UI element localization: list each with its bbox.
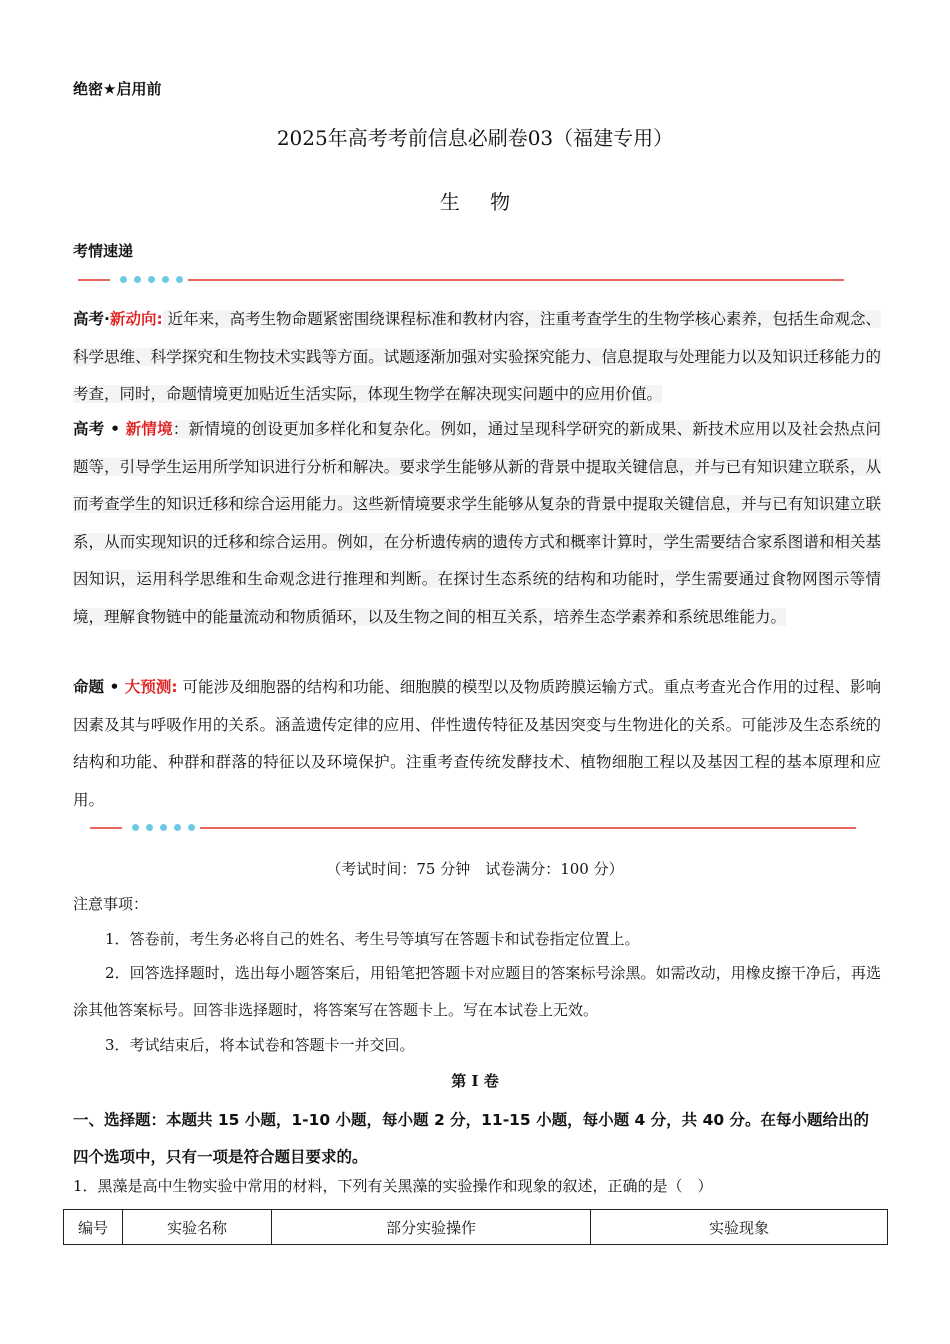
section-one-heading: 一、选择题：本题共 15 小题，1-10 小题，每小题 2 分，11-15 小题，每小题 4 分，共 40 分。在每小题给出的四个选项中，只有一项是符合题目要求的。 xyxy=(73,1111,870,1166)
divider-line xyxy=(188,279,844,281)
exam-time-info: （考试时间：75 分钟 试卷满分：100 分） xyxy=(326,860,624,878)
subject-title: 生 物 xyxy=(439,190,523,214)
divider-dot xyxy=(176,276,183,283)
table-header-row xyxy=(64,1210,888,1245)
paper-title: 2025年高考考前信息必刷卷03（福建专用） xyxy=(276,126,674,150)
paragraph-text: ：新情境的创设更加多样化和复杂化。例如，通过呈现科学研究的新成果、新技术应用以及社会热点问题等，引导学生运用所学知识进行分析和解决。要求学生能够从新的背景中提取关键信息，并与已有知识建立联系，从而考查学生的知识迁移和综合运用能力。这些新情境要求学生能够从复杂的背景中提取关键信息，并与已有知识建立联系，从而实现知识的迁移和综合运用。例如，在分析遗传病的遗传方式和概率计算时，学生需要结合家系图谱和相关基因知识，运用科学思维和生命观念进行推理和判断。在探讨生态系统的结构和功能时，学生需要通过食物网图示等情境，理解食物链中的能量流动和物质循环，以及生物之间的相互关系，培养生态学素养和系统思维能力。 xyxy=(73,420,881,626)
overview-prediction-paragraph xyxy=(73,669,881,819)
divider-dot xyxy=(162,276,169,283)
table-header-cell: 实验名称 xyxy=(123,1210,272,1245)
paragraph-text: 可能涉及细胞器的结构和功能、细胞膜的模型以及物质跨膜运输方式。重点考查光合作用的过程、影响因素及其与呼吸作用的关系。涵盖遗传定律的应用、伴性遗传特征及基因突变与生物进化的关系。可能涉及生态系统的结构和功能、种群和群落的特征以及环境保护。注重考查传统发酵技术、植物细胞工程以及基因工程的基本原理和应用。 xyxy=(73,678,881,809)
divider-line xyxy=(90,827,122,829)
divider-dot xyxy=(120,276,127,283)
overview-trend-paragraph xyxy=(73,301,881,414)
divider-dot xyxy=(148,276,155,283)
divider-dot xyxy=(134,276,141,283)
notes-heading: 注意事项： xyxy=(73,895,149,913)
paragraph-text: 近年来，高考生物命题紧密围绕课程标准和教材内容，注重考查学生的生物学核心素养，包括生命观念、科学思维、科学探究和生物技术实践等方面。试题逐渐加强对实验探究能力、信息提取与处理能力以及知识迁移能力的考查，同时，命题情境更加贴近生活实际，体现生物学在解决现实问题中的应用价值。 xyxy=(73,310,882,403)
table-header-cell: 编号 xyxy=(64,1210,123,1245)
section-divider-bottom xyxy=(90,823,856,833)
divider-line xyxy=(78,279,110,281)
keyword-prefix: 高考· xyxy=(73,310,110,328)
note-item: 1．答卷前，考生务必将自己的姓名、考生号等填写在答题卡和试卷指定位置上。 xyxy=(105,930,640,948)
section-divider-top xyxy=(78,275,844,285)
confidential-label: 绝密★启用前 xyxy=(73,80,162,98)
experiment-table xyxy=(63,1209,888,1245)
note-item: 3．考试结束后，将本试卷和答题卡一并交回。 xyxy=(105,1036,415,1054)
keyword-highlight: 新动向: xyxy=(109,310,163,328)
overview-label: 考情速递 xyxy=(73,242,134,260)
divider-dot xyxy=(146,824,153,831)
table-header-cell: 部分实验操作 xyxy=(272,1210,591,1245)
volume-label: 第 I 卷 xyxy=(451,1072,499,1090)
keyword-prefix: 高考 • xyxy=(73,420,126,438)
note-item: 2．回答选择题时，选出每小题答案后，用铅笔把答题卡对应题目的答案标号涂黑。如需改动，用橡皮擦干净后，再选涂其他答案标号。回答非选择题时，将答案写在答题卡上。写在本试卷上无效。 xyxy=(73,964,881,1019)
keyword-highlight: 大预测: xyxy=(124,678,178,696)
question-1-stem: 1．黑藻是高中生物实验中常用的材料，下列有关黑藻的实验操作和现象的叙述，正确的是（ ） xyxy=(73,1177,713,1195)
keyword-prefix: 命题 • xyxy=(73,678,125,696)
divider-dot xyxy=(160,824,167,831)
divider-dot xyxy=(132,824,139,831)
divider-line xyxy=(200,827,856,829)
table-header-cell: 实验现象 xyxy=(591,1210,888,1245)
divider-dot xyxy=(174,824,181,831)
keyword-highlight: 新情境 xyxy=(125,420,173,438)
divider-dot xyxy=(188,824,195,831)
overview-context-paragraph xyxy=(73,411,881,636)
